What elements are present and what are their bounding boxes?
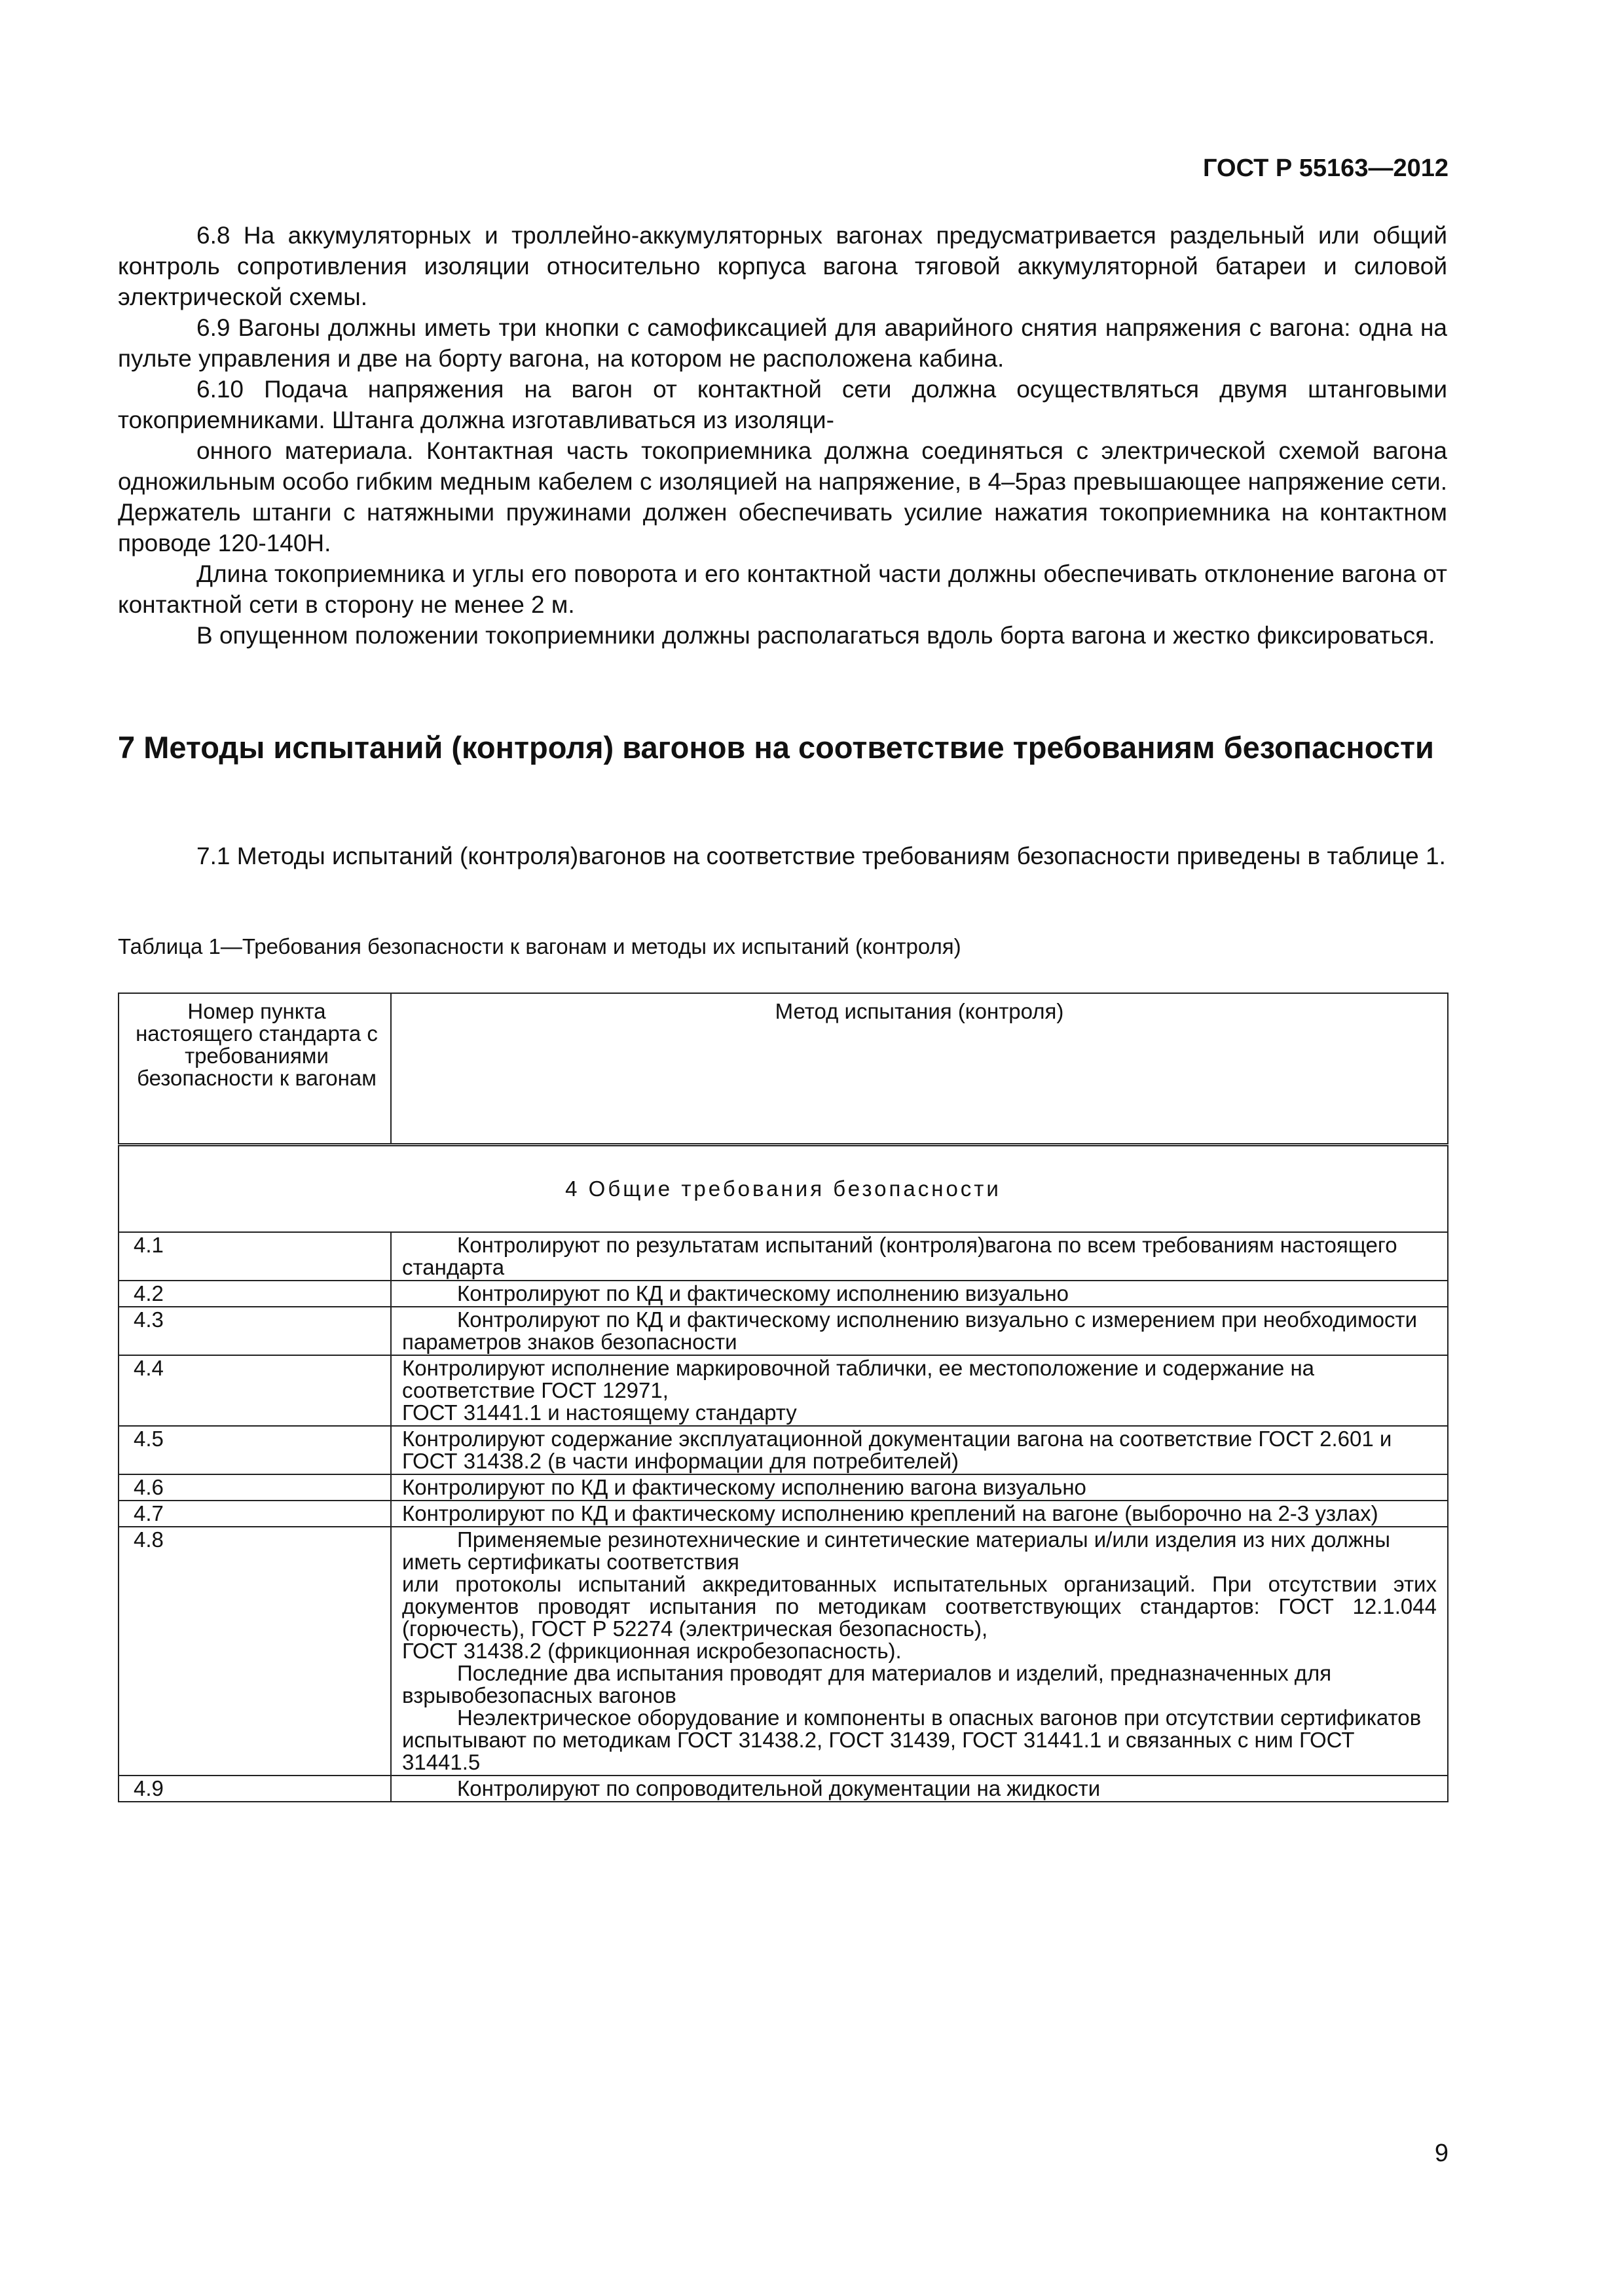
clause-number: 4.9 <box>119 1776 391 1802</box>
test-method: Контролируют по результатам испытаний (контроля)вагона по всем требованиям настоящего стандарта <box>391 1232 1448 1281</box>
clause-number: 4.7 <box>119 1501 391 1527</box>
section6-body <box>118 220 1447 651</box>
test-method: Контролируют по сопроводительной документации на жидкости <box>391 1776 1448 1802</box>
column-header-test-method: Метод испытания (контроля) <box>391 993 1448 1145</box>
table-row <box>119 1281 1448 1307</box>
clause-number: 4.2 <box>119 1281 391 1307</box>
test-method: Контролируют содержание эксплуатационной документации вагона на соответствие ГОСТ 2.601 и ГОСТ 31438.2 (в части информации для потребителей) <box>391 1426 1448 1474</box>
table-row <box>119 1501 1448 1527</box>
test-method: Контролируют по КД и фактическому исполнению креплений на вагоне (выборочно на 2-3 узлах) <box>391 1501 1448 1527</box>
test-method <box>391 1355 1448 1426</box>
paragraph-6-10-part2: онного материала. Контактная часть токоприемника должна соединяться с электрической схемой вагона одножильным особо гибким медным кабелем с изоляцией на напряжение, в 4–5раз превышающее напряжение сети. Держатель штанги с натяжными пружинами должен обеспечивать усилие нажатия токоприемника на контактном проводе 120-140Н. <box>118 437 1447 556</box>
test-method: Контролируют по КД и фактическому исполнению визуально <box>391 1281 1448 1307</box>
test-method-line: Неэлектрическое оборудование и компоненты в опасных вагонов при отсутствии сертификатов испытывают по методикам ГОСТ 31438.2, ГОСТ 31439, ГОСТ 31441.1 и связанных с ним ГОСТ 31441.5 <box>402 1705 1422 1774</box>
paragraph-7-1: 7.1 Методы испытаний (контроля)вагонов на соответствие требованиям безопасности приведены в таблице 1. <box>196 843 1446 869</box>
test-method-line: ГОСТ 31441.1 и настоящему стандарту <box>402 1400 797 1425</box>
clause-number: 4.8 <box>119 1527 391 1776</box>
paragraph-pantograph-length: Длина токоприемника и углы его поворота и его контактной части должны обеспечивать отклонение вагона от контактной сети в сторону не менее 2 м. <box>118 560 1447 618</box>
clause-number: 4.1 <box>119 1232 391 1281</box>
paragraph-lowered-position: В опущенном положении токоприемники должны располагаться вдоль борта вагона и жестко фиксироваться. <box>196 622 1435 649</box>
clause-number: 4.6 <box>119 1474 391 1501</box>
test-method: Контролируют по КД и фактическому исполнению визуально с измерением при необходимости параметров знаков безопасности <box>391 1307 1448 1355</box>
document-code-header: ГОСТ Р 55163—2012 <box>1203 155 1449 182</box>
group-heading-general-requirements: 4 Общие требования безопасности <box>119 1145 1448 1233</box>
test-method-line: Контролируют исполнение маркировочной таблички, ее местоположение и содержание на соответствие ГОСТ 12971, <box>402 1356 1315 1402</box>
table-group-row <box>119 1145 1448 1233</box>
section7-intro <box>118 841 1447 871</box>
table-header-row <box>119 993 1448 1145</box>
test-method <box>391 1527 1448 1776</box>
clause-number: 4.3 <box>119 1307 391 1355</box>
table-row <box>119 1426 1448 1474</box>
test-method-line: Применяемые резинотехнические и синтетические материалы и/или изделия из них должны иметь сертификаты соответствия <box>402 1527 1390 1574</box>
table-caption: Таблица 1—Требования безопасности к вагонам и методы их испытаний (контроля) <box>118 934 961 958</box>
test-method-line: Последние два испытания проводят для материалов и изделий, предназначенных для взрывобезопасных вагонов <box>402 1661 1332 1707</box>
table-row <box>119 1776 1448 1802</box>
table-row <box>119 1307 1448 1355</box>
test-method-line: или протоколы испытаний аккредитованных испытательных организаций. При отсутствии этих документов проводят испытания по методикам соответствующих стандартов: ГОСТ 12.1.044 (горючесть), ГОСТ Р 52274 (электрическая безопасность), <box>402 1572 1437 1641</box>
clause-number: 4.4 <box>119 1355 391 1426</box>
paragraph-6-10-part1: 6.10 Подача напряжения на вагон от контактной сети должна осуществляться двумя штанговыми токоприемниками. Штанга должна изготавливаться из изоляци- <box>118 376 1447 433</box>
paragraph-6-8: 6.8 На аккумуляторных и троллейно-аккумуляторных вагонах предусматривается раздельный или общий контроль сопротивления изоляции относительно корпуса вагона тяговой аккумуляторной батареи и силовой электрической схемы. <box>118 222 1447 310</box>
column-header-clause-number: Номер пункта настоящего стандарта с требованиями безопасности к вагонам <box>119 993 391 1145</box>
clause-number: 4.5 <box>119 1426 391 1474</box>
table-row <box>119 1474 1448 1501</box>
page-number: 9 <box>1434 2140 1449 2167</box>
table-row <box>119 1527 1448 1776</box>
paragraph-6-9: 6.9 Вагоны должны иметь три кнопки с самофиксацией для аварийного снятия напряжения с вагона: одна на пульте управления и две на борту вагона, на котором не расположена кабина. <box>118 314 1447 372</box>
test-method-line: ГОСТ 31438.2 (фрикционная искробезопасность). <box>402 1639 902 1663</box>
section-7-heading: 7 Методы испытаний (контроля) вагонов на соответствие требованиям безопасности <box>118 730 1434 765</box>
table-row <box>119 1232 1448 1281</box>
table-row <box>119 1355 1448 1426</box>
test-method: Контролируют по КД и фактическому исполнению вагона визуально <box>391 1474 1448 1501</box>
safety-requirements-table <box>118 993 1449 1802</box>
